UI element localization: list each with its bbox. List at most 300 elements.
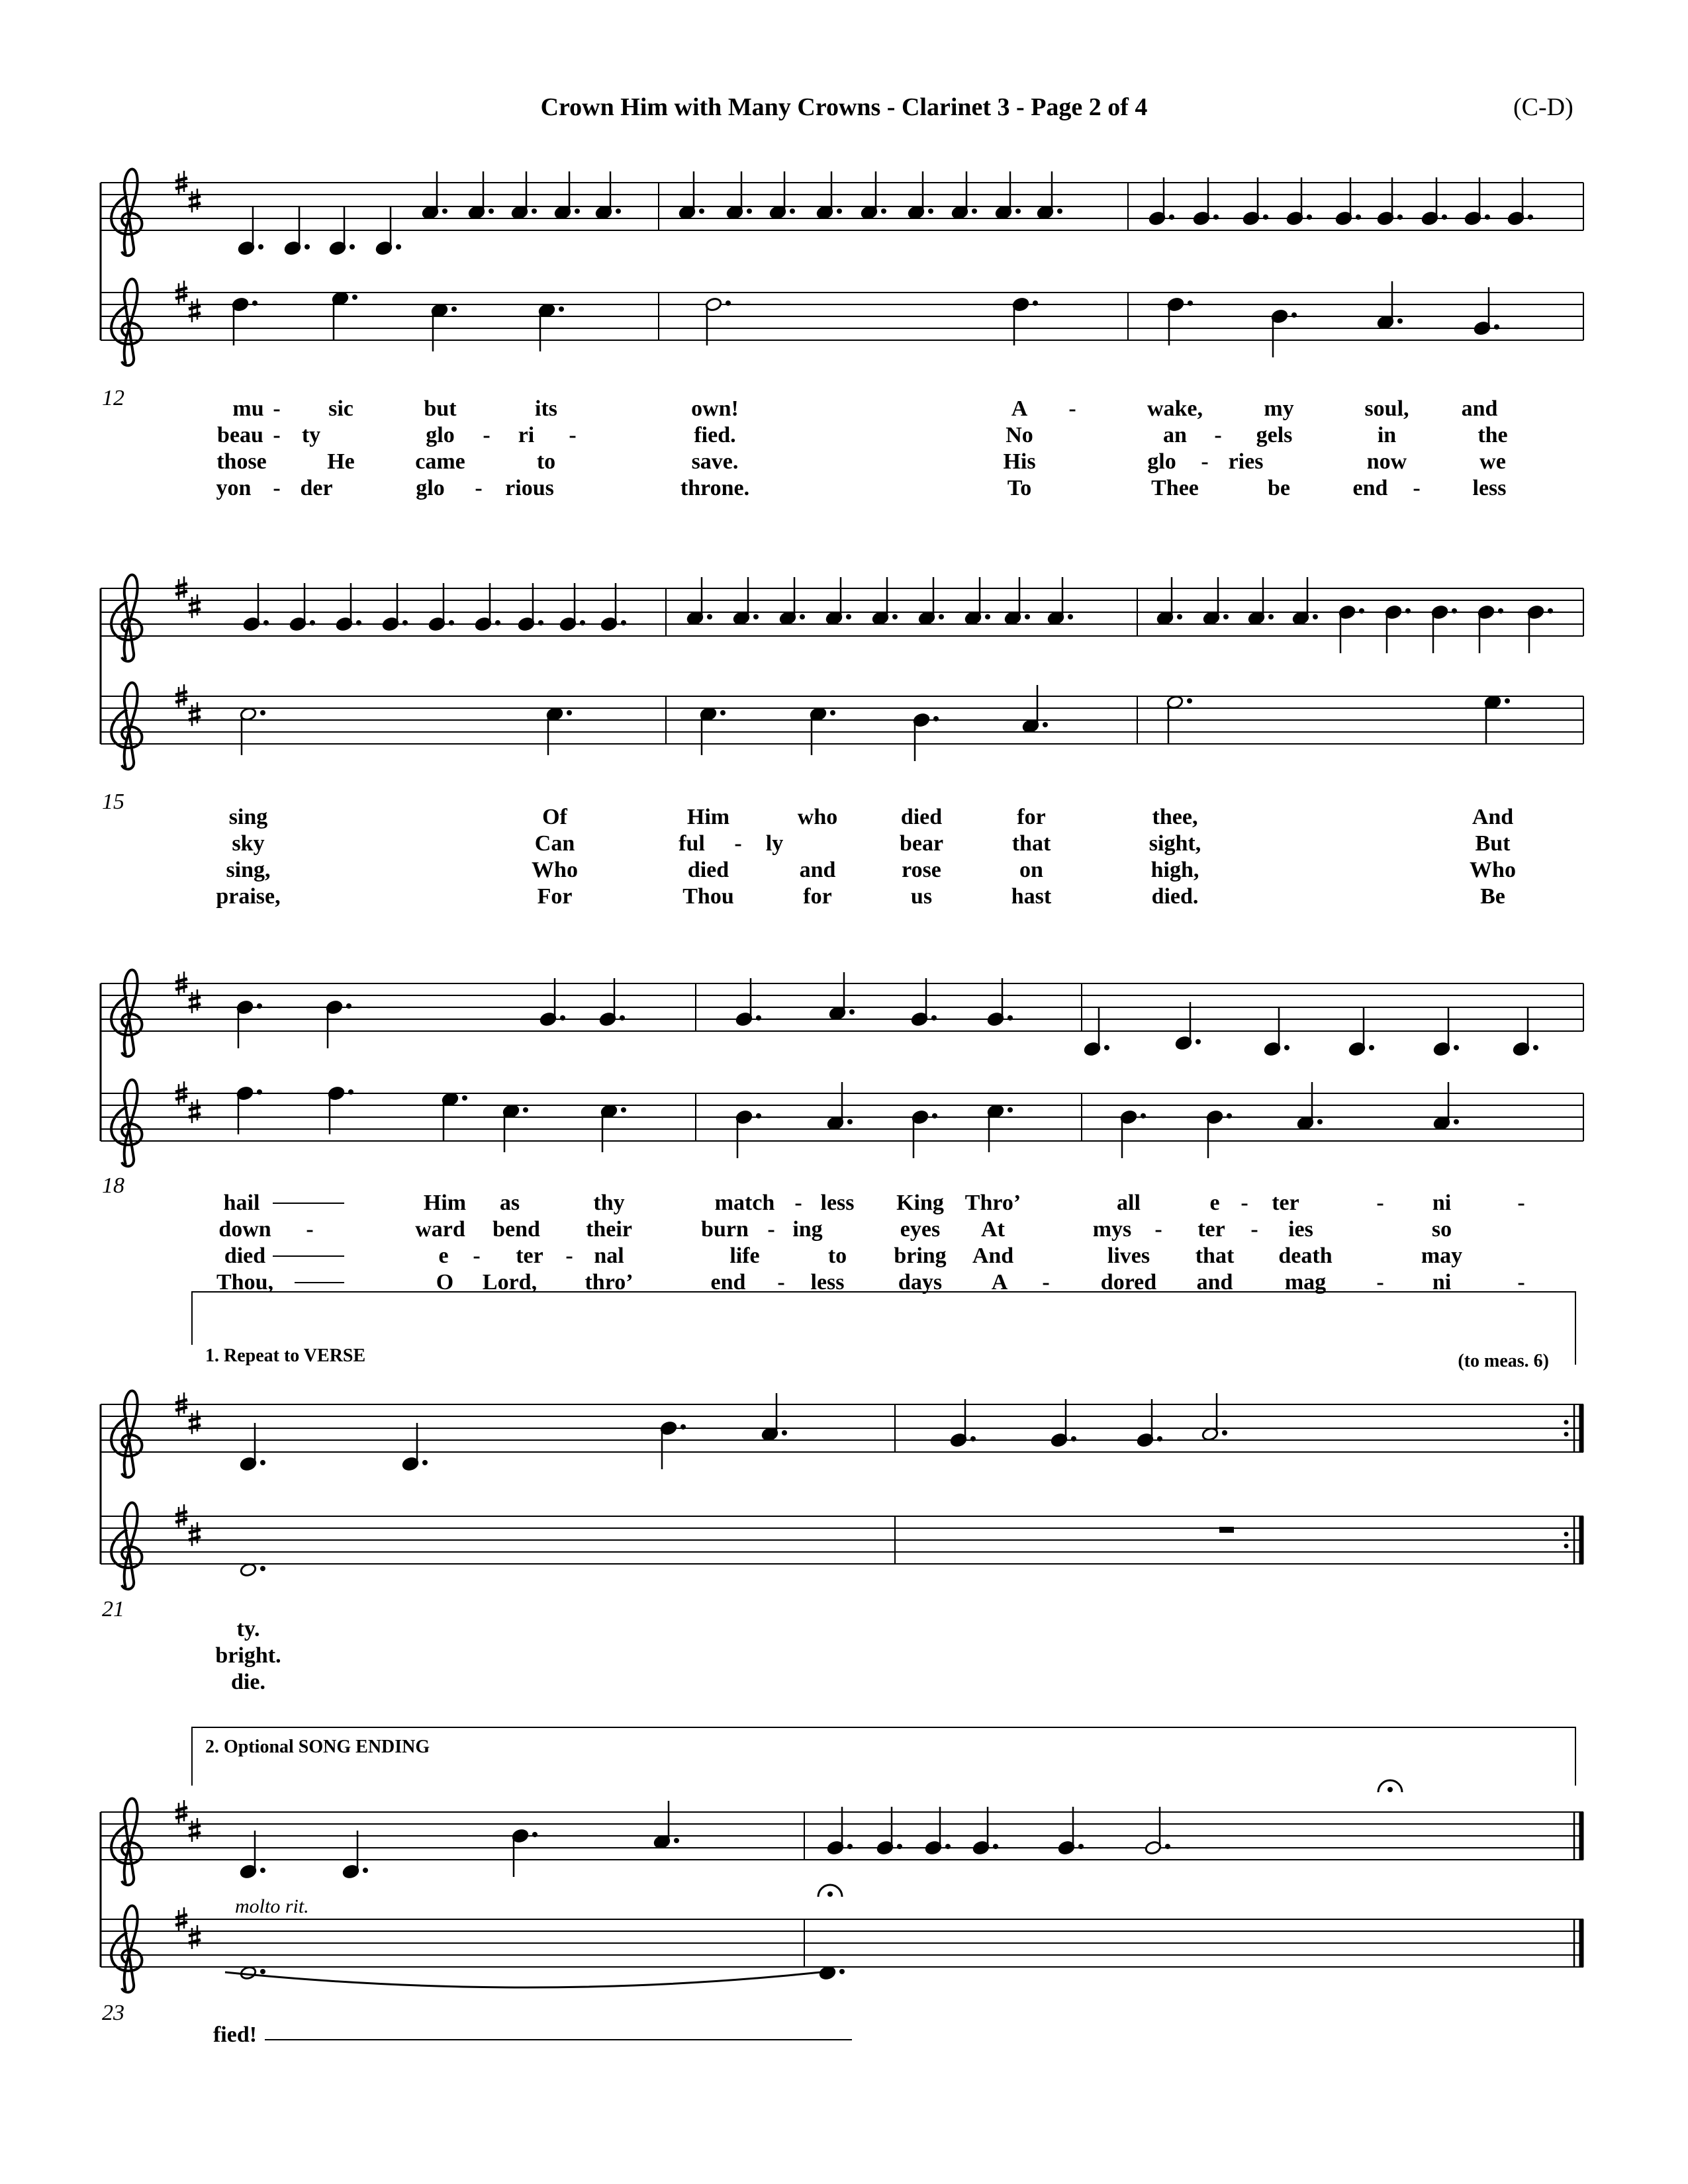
lyric-syllable: so bbox=[1431, 1217, 1452, 1242]
sharp-stroke bbox=[189, 1933, 201, 1936]
lyric-syllable: - bbox=[273, 423, 281, 447]
lyric-syllable: glo bbox=[1147, 449, 1176, 474]
lyric-syllable: bright. bbox=[215, 1643, 281, 1668]
note-dot bbox=[1033, 300, 1038, 306]
lyric-syllable: die. bbox=[231, 1670, 265, 1694]
lyric-syllable: died bbox=[224, 1244, 266, 1268]
note-dot bbox=[699, 208, 704, 214]
note-dot bbox=[726, 300, 731, 306]
note-dot bbox=[1498, 608, 1503, 614]
note bbox=[240, 707, 265, 755]
note bbox=[1203, 577, 1229, 625]
notehead bbox=[240, 1563, 257, 1578]
lyric-syllable: died. bbox=[1151, 884, 1199, 909]
note bbox=[1047, 577, 1073, 625]
note-dot bbox=[847, 1844, 853, 1849]
sharp-stroke bbox=[175, 178, 187, 181]
note-dot bbox=[567, 710, 572, 715]
note-dot bbox=[839, 1969, 845, 1974]
note bbox=[1507, 177, 1533, 226]
note bbox=[1292, 577, 1318, 625]
note-dot bbox=[897, 1844, 902, 1849]
lyric-syllable: its bbox=[535, 396, 557, 421]
note-dot bbox=[305, 244, 310, 250]
note-dot bbox=[363, 1868, 368, 1873]
key-code: (C-D) bbox=[1513, 93, 1573, 121]
note bbox=[908, 171, 933, 220]
note-dot bbox=[356, 620, 361, 625]
note bbox=[1149, 177, 1174, 226]
note bbox=[1335, 177, 1361, 226]
lyric-syllable: - bbox=[1376, 1191, 1384, 1215]
note-dot bbox=[616, 208, 621, 214]
lyric-syllable: Lord, bbox=[482, 1270, 538, 1295]
lyric-syllable: No bbox=[1006, 423, 1033, 447]
note bbox=[825, 577, 851, 625]
note-dot bbox=[756, 1015, 761, 1021]
note bbox=[289, 583, 315, 631]
note bbox=[964, 577, 990, 625]
note-dot bbox=[352, 295, 357, 300]
note-dot bbox=[1284, 1045, 1289, 1050]
note-dot bbox=[257, 1089, 262, 1095]
note bbox=[1433, 1082, 1459, 1130]
lyric-syllable: And bbox=[972, 1244, 1014, 1268]
note-dot bbox=[350, 244, 355, 250]
note-dot bbox=[449, 620, 454, 625]
note-dot bbox=[985, 614, 990, 619]
note bbox=[512, 1829, 538, 1877]
note-dot bbox=[1104, 1045, 1109, 1050]
note bbox=[925, 1807, 951, 1855]
note bbox=[769, 171, 795, 220]
note bbox=[1348, 1008, 1374, 1056]
lyric-syllable: for bbox=[803, 884, 832, 909]
lyric-syllable: that bbox=[1195, 1244, 1235, 1268]
note bbox=[1037, 171, 1062, 220]
lyric-syllable: - bbox=[1201, 449, 1209, 474]
lyric-syllable: died bbox=[687, 858, 729, 882]
note-dot bbox=[674, 1838, 679, 1843]
note bbox=[232, 297, 258, 345]
lyric-syllable: died bbox=[900, 805, 943, 829]
lyric-syllable: came bbox=[415, 449, 465, 474]
note-dot bbox=[707, 614, 712, 619]
note-dot bbox=[933, 716, 939, 721]
measure-number: 12 bbox=[102, 386, 124, 410]
sharp-stroke bbox=[175, 986, 187, 989]
note-dot bbox=[346, 1003, 352, 1009]
lyric-syllable: to bbox=[536, 449, 556, 474]
note bbox=[236, 1086, 262, 1134]
sharp-stroke bbox=[189, 306, 201, 309]
note bbox=[1477, 605, 1503, 653]
note bbox=[442, 1092, 467, 1140]
note-dot bbox=[621, 620, 626, 625]
note-dot bbox=[1494, 324, 1499, 330]
note-dot bbox=[1356, 214, 1361, 220]
note bbox=[918, 577, 944, 625]
note-dot bbox=[1369, 1045, 1374, 1050]
lyric-syllable: but bbox=[424, 396, 457, 421]
note bbox=[422, 171, 447, 220]
lyric-syllable: to bbox=[827, 1244, 847, 1268]
lyric-syllable: - bbox=[483, 423, 491, 447]
volta-label: 1. Repeat to VERSE bbox=[205, 1345, 366, 1366]
lyric-syllable: fied. bbox=[694, 423, 736, 447]
lyric-syllable: - bbox=[1376, 1270, 1384, 1295]
note-dot bbox=[1015, 208, 1021, 214]
note bbox=[733, 577, 759, 625]
sharp-stroke bbox=[175, 288, 187, 291]
note-dot bbox=[260, 1460, 265, 1465]
lyric-syllable: Thou, bbox=[216, 1270, 273, 1295]
sharp-stroke bbox=[189, 997, 201, 1000]
note bbox=[240, 1831, 265, 1879]
note bbox=[1338, 605, 1364, 653]
sharp-sign bbox=[189, 189, 201, 212]
lyric-syllable: der bbox=[300, 476, 333, 500]
note-dot bbox=[532, 1832, 538, 1837]
note bbox=[726, 171, 752, 220]
note-dot bbox=[993, 1844, 998, 1849]
note bbox=[238, 207, 263, 255]
fermata-dot bbox=[1387, 1787, 1393, 1792]
note bbox=[872, 577, 898, 625]
lyric-syllable: ries bbox=[1228, 449, 1264, 474]
lyric-syllable: bear bbox=[899, 831, 944, 856]
lyric-syllable: in bbox=[1377, 423, 1397, 447]
lyric-syllable: death bbox=[1278, 1244, 1333, 1268]
note bbox=[761, 1393, 787, 1441]
note bbox=[600, 1104, 626, 1152]
note-dot bbox=[1359, 608, 1364, 614]
note bbox=[538, 303, 564, 351]
note-dot bbox=[1307, 214, 1312, 220]
sharp-stroke bbox=[175, 1519, 187, 1522]
lyric-syllable: sight, bbox=[1149, 831, 1201, 856]
note bbox=[1264, 1008, 1289, 1056]
sharp-sign bbox=[189, 1925, 201, 1949]
note-dot bbox=[1008, 1015, 1013, 1021]
sharp-stroke bbox=[175, 1096, 187, 1099]
note-dot bbox=[1169, 214, 1174, 220]
lyric-syllable: glo bbox=[416, 476, 445, 500]
system-1 bbox=[101, 169, 1583, 500]
note bbox=[554, 171, 580, 220]
note bbox=[810, 707, 835, 755]
lyric-syllable: Can bbox=[534, 831, 575, 856]
notehead bbox=[240, 1966, 257, 1981]
note bbox=[1464, 177, 1490, 226]
lyric-syllable: O bbox=[436, 1270, 454, 1295]
note bbox=[1513, 1008, 1538, 1056]
volta-bracket bbox=[192, 1292, 1575, 1365]
note-dot bbox=[495, 620, 500, 625]
sharp-sign bbox=[189, 702, 201, 726]
note bbox=[595, 171, 621, 220]
lyric-syllable: eyes bbox=[900, 1217, 941, 1242]
lyric-syllable: For bbox=[537, 884, 573, 909]
lyric-syllable: ward bbox=[415, 1217, 465, 1242]
note bbox=[1474, 287, 1499, 336]
note bbox=[972, 1807, 998, 1855]
sharp-stroke bbox=[175, 1815, 187, 1818]
lyric-syllable: ty. bbox=[236, 1617, 260, 1641]
note bbox=[1431, 605, 1457, 653]
lyric-syllable: mys bbox=[1092, 1217, 1132, 1242]
note bbox=[1377, 177, 1403, 226]
lyric-syllable: - bbox=[273, 476, 281, 500]
measure-number: 21 bbox=[102, 1597, 124, 1621]
volta-note: (to meas. 6) bbox=[1458, 1351, 1549, 1371]
sharp-stroke bbox=[189, 1529, 201, 1533]
note bbox=[995, 171, 1021, 220]
note-dot bbox=[881, 208, 886, 214]
note-dot bbox=[720, 710, 726, 715]
lyric-syllable: ter bbox=[1197, 1217, 1225, 1242]
lyric-syllable: - bbox=[473, 1244, 481, 1268]
note-dot bbox=[931, 1015, 937, 1021]
sharp-stroke bbox=[175, 591, 187, 594]
lyric-syllable: Be bbox=[1480, 884, 1505, 909]
note bbox=[779, 577, 805, 625]
tempo-marking: molto rit. bbox=[235, 1895, 309, 1917]
lyric-syllable: mu bbox=[232, 396, 264, 421]
note-dot bbox=[348, 1089, 353, 1095]
lyric-syllable: - bbox=[777, 1270, 785, 1295]
note-dot bbox=[451, 306, 457, 312]
note-dot bbox=[800, 614, 805, 619]
lyric-syllable: save. bbox=[691, 449, 739, 474]
lyric-syllable: less bbox=[820, 1191, 855, 1215]
note bbox=[679, 171, 704, 220]
note bbox=[735, 1110, 761, 1158]
note bbox=[240, 1966, 265, 1981]
note-dot bbox=[849, 1009, 855, 1015]
note-dot bbox=[1025, 614, 1030, 619]
note bbox=[375, 207, 401, 255]
lyric-syllable: burn bbox=[701, 1217, 749, 1242]
note-dot bbox=[1223, 614, 1229, 619]
note bbox=[599, 978, 625, 1026]
note bbox=[243, 583, 269, 631]
note-dot bbox=[258, 244, 263, 250]
lyric-syllable: He bbox=[327, 449, 355, 474]
lyric-syllable: throne. bbox=[680, 476, 750, 500]
note bbox=[1271, 309, 1297, 357]
note bbox=[1084, 1008, 1109, 1056]
note bbox=[328, 1086, 353, 1134]
note bbox=[1137, 1399, 1162, 1447]
tie bbox=[225, 1972, 821, 1987]
note bbox=[1385, 605, 1411, 653]
note bbox=[827, 1807, 853, 1855]
note-dot bbox=[538, 620, 543, 625]
lyric-syllable: we bbox=[1479, 449, 1506, 474]
sharp-stroke bbox=[175, 1400, 187, 1403]
lyric-syllable: be bbox=[1268, 476, 1290, 500]
lyric-syllable: and bbox=[1461, 396, 1498, 421]
lyric-syllable: - bbox=[1413, 476, 1421, 500]
note bbox=[1058, 1807, 1084, 1855]
lyric-syllable: end bbox=[1352, 476, 1388, 500]
note bbox=[511, 171, 537, 220]
lyric-syllable: gels bbox=[1256, 423, 1293, 447]
lyric-syllable: ing bbox=[792, 1217, 823, 1242]
note-dot bbox=[1213, 214, 1219, 220]
note bbox=[1421, 177, 1447, 226]
lyric-syllable: - bbox=[1517, 1191, 1525, 1215]
lyric-syllable: own! bbox=[691, 396, 739, 421]
lyric-syllable: down bbox=[218, 1217, 271, 1242]
sharp-stroke bbox=[175, 584, 187, 587]
note bbox=[951, 171, 977, 220]
note-dot bbox=[263, 620, 269, 625]
lyric-syllable: - bbox=[767, 1217, 775, 1242]
repeat-dot bbox=[1564, 1420, 1569, 1425]
note-dot bbox=[462, 1095, 467, 1101]
note-dot bbox=[1222, 1430, 1227, 1435]
note-dot bbox=[1452, 608, 1457, 614]
note bbox=[336, 583, 361, 631]
lyric-syllable: sky bbox=[232, 831, 265, 856]
lyric-syllable: At bbox=[981, 1217, 1005, 1242]
note-dot bbox=[260, 1969, 265, 1974]
lyric-syllable: hast bbox=[1011, 884, 1052, 909]
lyric-syllable: for bbox=[1017, 805, 1046, 829]
lyric-syllable: hail bbox=[223, 1191, 260, 1215]
note-dot bbox=[1454, 1045, 1459, 1050]
lyric-syllable: - bbox=[1241, 1191, 1248, 1215]
note bbox=[1286, 177, 1312, 226]
note-dot bbox=[932, 1113, 937, 1118]
lyric-syllable: on bbox=[1019, 858, 1043, 882]
sharp-stroke bbox=[189, 709, 201, 713]
note-dot bbox=[1078, 1844, 1084, 1849]
note bbox=[1156, 577, 1182, 625]
note bbox=[1248, 577, 1274, 625]
note bbox=[236, 1000, 262, 1048]
note-dot bbox=[1397, 318, 1403, 324]
note-dot bbox=[1187, 698, 1192, 704]
system-4 bbox=[101, 1292, 1583, 1694]
sharp-stroke bbox=[175, 979, 187, 982]
note bbox=[816, 171, 842, 220]
lyric-syllable: ies bbox=[1288, 1217, 1313, 1242]
lyric-syllable: And bbox=[1472, 805, 1514, 829]
lyric-syllable: life bbox=[729, 1244, 760, 1268]
lyric-syllable: sing bbox=[228, 805, 268, 829]
note-dot bbox=[846, 614, 851, 619]
note bbox=[1004, 577, 1030, 625]
note bbox=[326, 1000, 352, 1048]
note-dot bbox=[1227, 1113, 1232, 1118]
sharp-stroke bbox=[175, 1915, 187, 1918]
note bbox=[240, 1423, 265, 1471]
lyric-syllable: - bbox=[1042, 1270, 1050, 1295]
lyric-syllable: Thee bbox=[1151, 476, 1199, 500]
note bbox=[987, 978, 1013, 1026]
page-title: Crown Him with Many Crowns - Clarinet 3 - Page 2 of 4 bbox=[540, 93, 1148, 121]
note-dot bbox=[260, 1566, 265, 1571]
lyric-syllable: A bbox=[991, 1270, 1008, 1295]
measure-number: 23 bbox=[102, 2001, 124, 2025]
note bbox=[1377, 281, 1403, 330]
lyric-syllable: rious bbox=[505, 476, 554, 500]
lyric-syllable: To bbox=[1007, 476, 1032, 500]
sharp-stroke bbox=[175, 185, 187, 189]
sharp-stroke bbox=[175, 295, 187, 298]
sharp-stroke bbox=[189, 196, 201, 199]
sharp-stroke bbox=[189, 1107, 201, 1110]
note bbox=[1012, 297, 1038, 345]
measure-number: 15 bbox=[102, 790, 124, 814]
note-dot bbox=[1291, 312, 1297, 318]
lyric-syllable: - bbox=[734, 831, 742, 856]
note bbox=[1167, 297, 1193, 345]
note-dot bbox=[532, 208, 537, 214]
volta-label: 2. Optional SONG ENDING bbox=[205, 1737, 430, 1757]
sharp-sign bbox=[189, 989, 201, 1013]
note bbox=[332, 291, 357, 340]
note-dot bbox=[580, 620, 585, 625]
lyric-syllable: ter bbox=[516, 1244, 543, 1268]
note bbox=[653, 1801, 679, 1849]
note-dot bbox=[575, 208, 580, 214]
lyric-syllable: high, bbox=[1150, 858, 1199, 882]
lyric-syllable: King bbox=[896, 1191, 944, 1215]
note bbox=[700, 707, 726, 755]
note-dot bbox=[1313, 614, 1318, 619]
fermata-dot bbox=[827, 1891, 833, 1897]
note-dot bbox=[402, 620, 408, 625]
note-dot bbox=[260, 710, 265, 715]
lyric-syllable: sing, bbox=[226, 858, 271, 882]
note-dot bbox=[1485, 214, 1490, 220]
lyric-syllable: - bbox=[1154, 1217, 1162, 1242]
lyric-syllable: Who bbox=[532, 858, 578, 882]
lyric-syllable: soul, bbox=[1364, 396, 1409, 421]
note bbox=[1297, 1082, 1323, 1130]
lyric-syllable: less bbox=[1472, 476, 1507, 500]
lyric-syllable: - bbox=[1214, 423, 1222, 447]
sharp-stroke bbox=[189, 1418, 201, 1421]
lyric-syllable: all bbox=[1117, 1191, 1141, 1215]
note bbox=[518, 583, 543, 631]
lyric-syllable: His bbox=[1003, 449, 1036, 474]
lyric-syllable: end bbox=[710, 1270, 746, 1295]
lyric-syllable: Him bbox=[423, 1191, 467, 1215]
lyric-syllable: the bbox=[1477, 423, 1508, 447]
lyric-syllable: - bbox=[1250, 1217, 1258, 1242]
note bbox=[950, 1399, 976, 1447]
note-dot bbox=[1505, 698, 1510, 704]
lyric-syllable: e bbox=[1209, 1191, 1220, 1215]
note-dot bbox=[310, 620, 315, 625]
sharp-sign bbox=[189, 1522, 201, 1546]
sharp-sign bbox=[189, 594, 201, 618]
repeat-dot bbox=[1564, 1544, 1569, 1549]
lyric-syllable: - bbox=[475, 476, 483, 500]
note bbox=[911, 978, 937, 1026]
note-dot bbox=[1141, 1113, 1146, 1118]
lyric-syllable: their bbox=[586, 1217, 632, 1242]
sharp-sign bbox=[189, 1410, 201, 1434]
lyric-syllable: that bbox=[1011, 831, 1051, 856]
lyric-syllable: Of bbox=[542, 805, 567, 829]
note-dot bbox=[1177, 614, 1182, 619]
